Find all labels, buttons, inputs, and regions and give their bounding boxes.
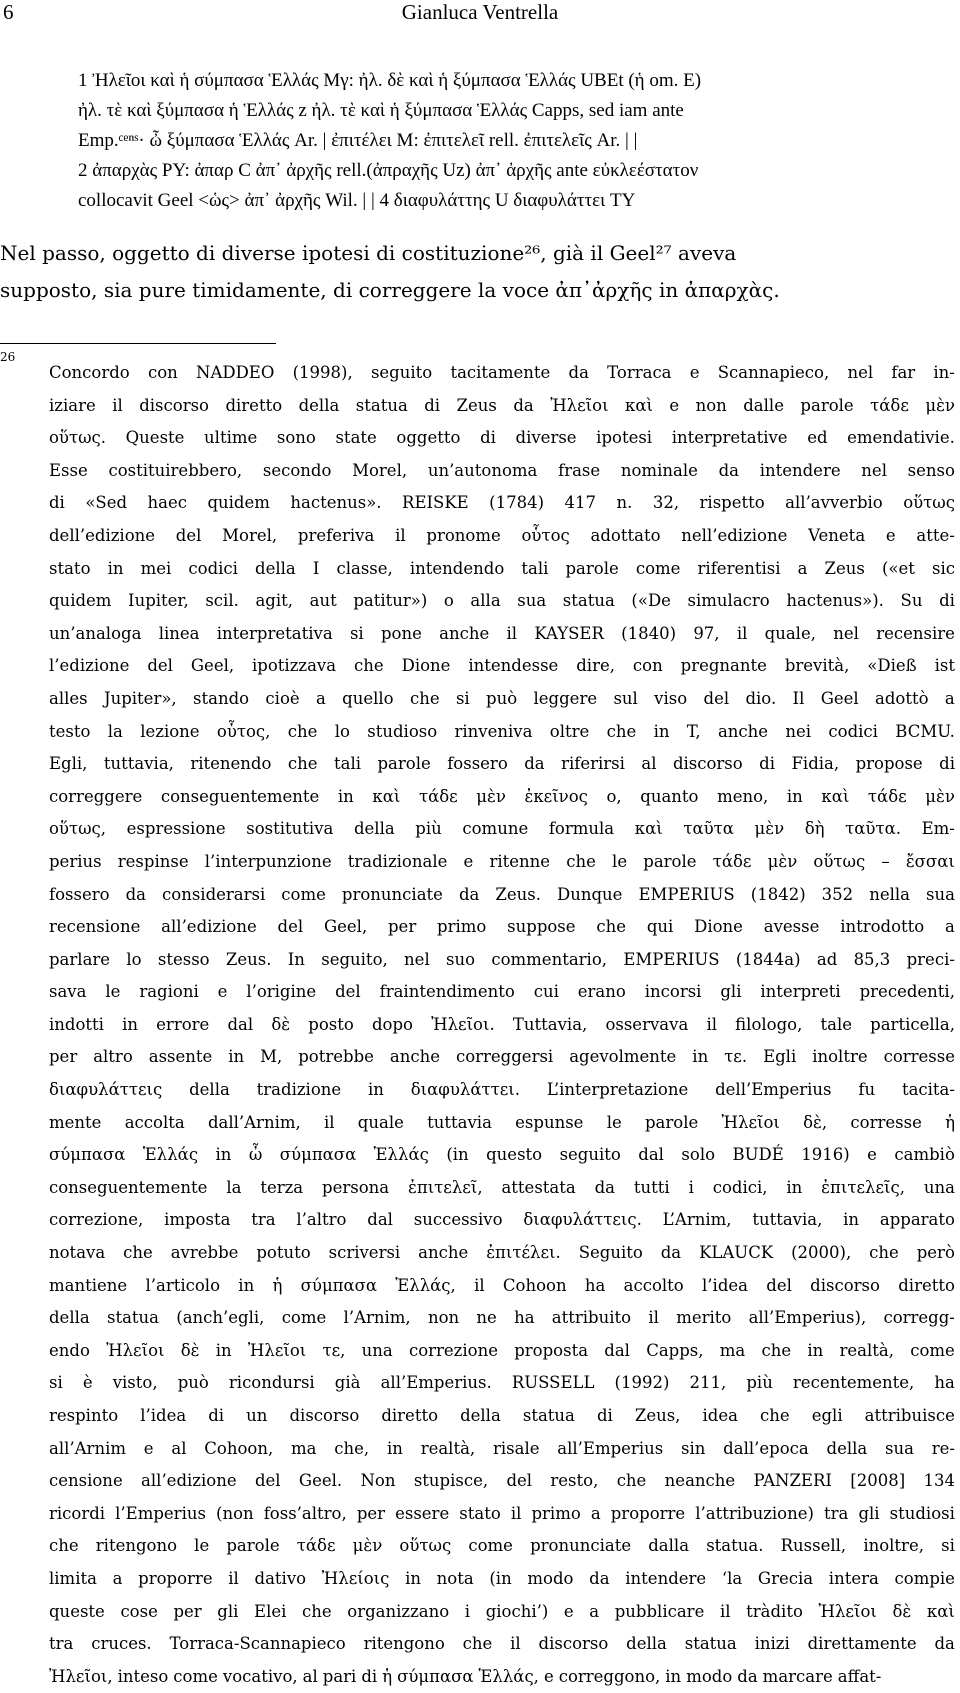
- footnote-line: per altro assente in M, potrebbe anche correggersi agevolmente in τε. Egli inoltre corresse: [49, 1047, 955, 1067]
- footnote-line: οὕτως. Queste ultime sono state oggetto di diverse ipotesi interpretative ed emendativie.: [49, 428, 955, 448]
- page-number: 6: [3, 0, 14, 24]
- footnote-line: perius respinse l’interpunzione tradizionale e ritenne che le parole τάδε μὲν οὕτως – ἔσσαι: [49, 851, 955, 871]
- footnote-text: [49, 357, 955, 1693]
- critical-apparatus: [78, 66, 884, 216]
- body-line: Nel passo, oggetto di diverse ipotesi di costituzione²⁶, già il Geel²⁷ aveva: [0, 241, 737, 265]
- footnote-line: conseguentemente la terza persona ἐπιτελεῖ, attestata da tutti i codici, in ἐπιτελεῖς, una: [49, 1177, 955, 1197]
- footnote-line: testo la lezione οὗτος, che lo studioso rinveniva oltre che in T, anche nei codici BCMU.: [49, 721, 955, 741]
- footnote-number: 26: [0, 350, 16, 364]
- footnote-line: Concordo con NADDEO (1998), seguito tacitamente da Torraca e Scannapieco, nel far in-: [49, 363, 955, 382]
- apparatus-line: Emp.ᶜᵉⁿˢ· ὦ ξύμπασα Ἑλλάς Ar. | ἐπιτέλει M: ἐπιτελεῖ rell. ἐπιτελεῖς Ar. | |: [78, 130, 638, 151]
- footnote-line: parlare lo stesso Zeus. In seguito, nel suo commentario, EMPERIUS (1844a) ad 85,3 preci-: [49, 949, 955, 969]
- footnote-line: Egli, tuttavia, ritenendo che tali parole fossero da riferirsi al discorso di Fidia, propose di: [49, 754, 955, 774]
- footnote-line: un’analoga linea interpretativa si pone anche il KAYSER (1840) 97, il quale, nel recensire: [49, 623, 955, 643]
- footnote-line: quidem Iupiter, scil. agit, aut patitur») o alla sua statua («De simulacro hactenus»). Su di: [49, 591, 955, 611]
- footnote-line: correzione, imposta tra l’altro dal successivo διαφυλάττεις. L’Arnim, tuttavia, in apparato: [49, 1210, 955, 1230]
- footnote-line: censione all’edizione del Geel. Non stupisce, del resto, che neanche PANZERI [2008] 134: [49, 1471, 955, 1491]
- footnote-line: οὕτως, espressione sostitutiva della più comune formula καὶ ταῦτα μὲν δὴ ταῦτα. Em-: [49, 819, 955, 839]
- footnote-line: mente accolta dall’Arnim, il quale tuttavia espunse le parole Ἠλεῖοι δὲ, corresse ἡ: [49, 1112, 955, 1132]
- footnote-separator: [0, 343, 276, 344]
- footnote-line: respinto l’idea di un discorso diretto della statua di Zeus, idea che egli attribuisce: [49, 1406, 955, 1425]
- footnote-line: limita a proporre il dativo Ἠλείοις in nota (in modo da intendere ‘la Grecia intera compie: [49, 1568, 955, 1588]
- footnote-line: σύμπασα Ἑλλάς in ὦ σύμπασα Ἑλλάς (in questo seguito dal solo BUDÉ 1916) e cambiò: [49, 1145, 955, 1165]
- footnote-line: della statua (anch’egli, come l’Arnim, non ne ha attribuito il merito all’Emperius), corregg-: [49, 1308, 955, 1328]
- footnote-line: stato in mei codici della I classe, intendendo tali parole come riferentisi a Zeus («et sic: [49, 558, 955, 578]
- footnote-line: Ἠλεῖοι, inteso come vocativo, al pari di ἡ σύμπασα Ἑλλάς, e correggono, in modo da marcare affat-: [49, 1666, 882, 1686]
- apparatus-line: ἠλ. τὲ καὶ ξύμπασα ἡ Ἑλλάς z ἠλ. τὲ καὶ ἡ ξύμπασα Ἑλλάς Capps, sed iam ante: [78, 100, 684, 121]
- footnote-line: di «Sed haec quidem hactenus». REISKE (1784) 417 n. 32, rispetto all’avverbio οὕτως: [49, 493, 955, 513]
- footnote-line: ricordi l’Emperius (non foss’altro, per essere stato il primo a proporre l’attribuzione) tra gli studiosi: [49, 1503, 955, 1523]
- footnote-line: indotti in errore dal δὲ posto dopo Ἠλεῖοι. Tuttavia, osservava il filologo, tale particella,: [49, 1014, 955, 1034]
- footnote-line: si è visto, può ricondursi già all’Emperius. RUSSELL (1992) 211, più recentemente, ha: [49, 1373, 955, 1393]
- footnote-line: notava che avrebbe potuto scriversi anche ἐπιτέλει. Seguito da KLAUCK (2000), che però: [49, 1243, 955, 1263]
- body-line: supposto, sia pure timidamente, di correggere la voce ἀπ᾽ἀρχῆς in ἀπαρχὰς.: [0, 278, 780, 302]
- footnote-line: l’edizione del Geel, ipotizzava che Dione intendesse dire, con pregnante brevità, «Dieß ist: [49, 656, 955, 676]
- footnote-line: Esse costituirebbero, secondo Morel, un’autonoma frase nominale da intendere nel senso: [49, 460, 955, 480]
- footnote-line: alles Jupiter», stando cioè a quello che si può leggere sul viso del dio. Il Geel adottò a: [49, 688, 955, 708]
- footnote-line: iziare il discorso diretto della statua di Zeus da Ἠλεῖοι καὶ e non dalle parole τάδε μὲν: [49, 395, 955, 415]
- apparatus-line: 2 ἀπαρχὰς PY: ἀπαρ C ἀπ᾽ ἀρχῆς rell.(ἀπραχῆς Uz) ἀπ᾽ ἀρχῆς ante εὐκλεέστατον: [78, 160, 699, 181]
- footnote-line: all’Arnim e al Cohoon, ma che, in realtà, risale all’Emperius sin dall’epoca della sua re-: [49, 1438, 955, 1458]
- footnote-line: sava le ragioni e l’origine del fraintendimento cui erano incorsi gli interpreti precedenti,: [49, 982, 955, 1002]
- footnote-line: recensione all’edizione del Geel, per primo suppose che qui Dione avesse introdotto a: [49, 917, 955, 937]
- body-paragraph: [0, 235, 958, 309]
- footnote-line: fossero da considerarsi come pronunciate da Zeus. Dunque EMPERIUS (1842) 352 nella sua: [49, 884, 955, 904]
- running-header-author: Gianluca Ventrella: [401, 0, 559, 24]
- footnote-line: endo Ἠλεῖοι δὲ in Ἠλεῖοι τε, una correzione proposta dal Capps, ma che in realtà, come: [49, 1340, 955, 1360]
- footnote-line: queste cose per gli Elei che organizzano i giochi’) e a pubblicare il tràdito Ἠλεῖοι δὲ καὶ: [49, 1601, 955, 1621]
- apparatus-line: 1 Ἠλεῖοι καὶ ἡ σύμπασα Ἑλλάς Mγ: ἠλ. δὲ καὶ ἡ ξύμπασα Ἑλλάς UBEt (ἡ om. E): [78, 70, 702, 91]
- footnote-line: mantiene l’articolo in ἡ σύμπασα Ἑλλάς, il Cohoon ha accolto l’idea del discorso diretto: [49, 1275, 955, 1295]
- footnote-line: correggere conseguentemente in καὶ τάδε μὲν ἐκεῖνος ο, quanto meno, in καὶ τάδε μὲν: [49, 786, 955, 806]
- footnote-line: dell’edizione del Morel, preferiva il pronome οὗτος adottato nell’edizione Veneta e atte-: [49, 525, 955, 545]
- footnote-line: che ritengono le parole τάδε μὲν οὕτως come pronunciate dalla statua. Russell, inoltre, si: [49, 1536, 955, 1556]
- footnote-line: διαφυλάττεις della tradizione in διαφυλάττει. L’interpretazione dell’Emperius fu tacita-: [49, 1080, 955, 1100]
- footnote-line: tra cruces. Torraca-Scannapieco ritengono che il discorso della statua inizi direttamente da: [49, 1634, 955, 1654]
- apparatus-line: collocavit Geel <ὡς> ἀπ᾽ ἀρχῆς Wil. | | 4 διαφυλάττης U διαφυλάττει TY: [78, 190, 636, 211]
